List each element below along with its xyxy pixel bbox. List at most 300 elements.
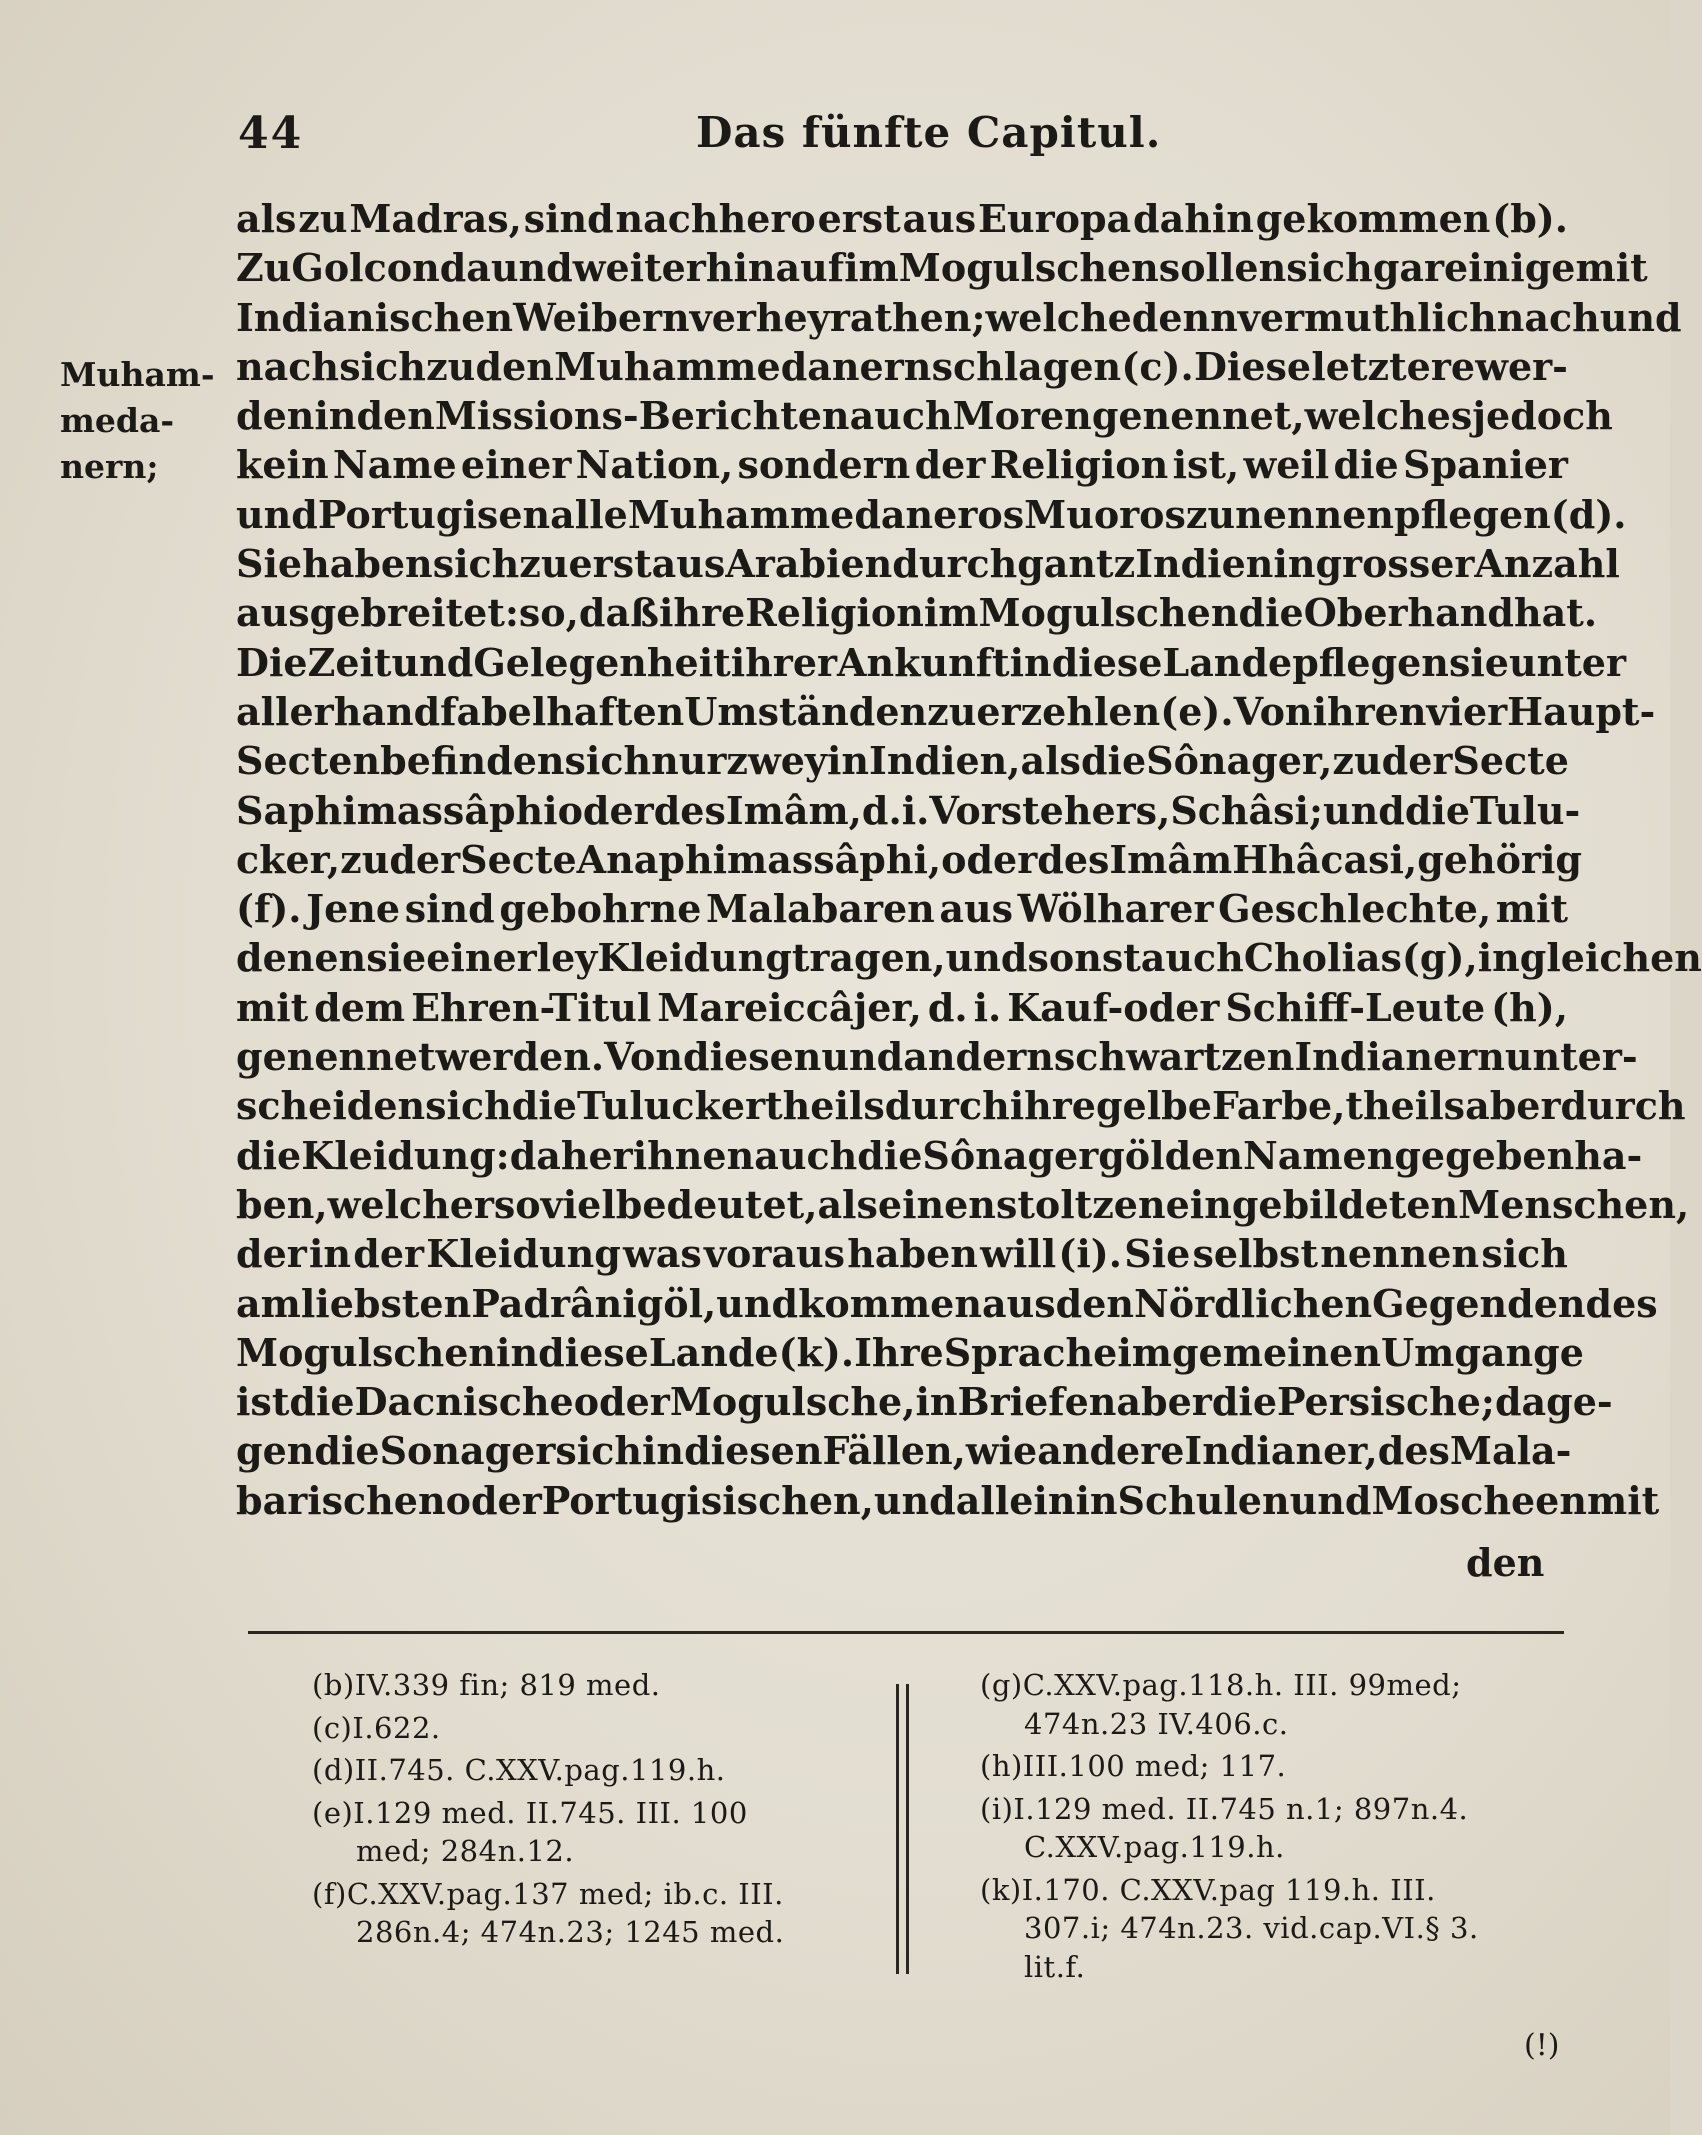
word: dahin <box>1133 196 1254 241</box>
footnote-line: (e)I.129 med. II.745. III. 100 <box>312 1795 748 1830</box>
word: Schiff-Leute <box>1225 984 1486 1030</box>
word: Indien <box>1135 541 1274 587</box>
word: Ihre <box>854 1329 944 1375</box>
word: Spanier <box>1403 442 1568 488</box>
word: ihnen <box>632 1132 755 1178</box>
footnote-line: (c)I.622. <box>312 1710 441 1745</box>
word: zwey <box>726 738 827 784</box>
word: aus <box>651 541 726 587</box>
word: barischen <box>236 1477 446 1523</box>
word: die <box>1333 442 1399 488</box>
word: erst <box>817 196 901 241</box>
word: sind <box>523 196 614 241</box>
word: vier <box>1426 688 1508 734</box>
word: die <box>1211 1379 1277 1425</box>
word: in <box>496 1329 539 1375</box>
word: Sônager, <box>1146 738 1333 784</box>
text-line <box>236 293 1682 342</box>
word: zu <box>1185 491 1236 537</box>
word: Umständen <box>684 688 928 734</box>
word: gelbe <box>1095 1083 1212 1129</box>
marginal-note <box>60 352 215 490</box>
word: des <box>1377 1428 1450 1474</box>
word: oder <box>557 787 654 833</box>
word: Diese <box>1193 343 1312 389</box>
word: Wölharer <box>1017 886 1214 932</box>
word: der <box>389 836 461 882</box>
word: Kleidung: <box>301 1132 510 1178</box>
word: Mogulsche, <box>669 1379 916 1425</box>
word: andern <box>903 1034 1054 1080</box>
word: Arabien <box>725 541 893 587</box>
word: diese <box>538 1329 649 1375</box>
word: andere <box>1037 1428 1185 1474</box>
word: tragen, <box>791 935 946 981</box>
word: die <box>314 1428 380 1474</box>
word: Padrânigöl, <box>471 1280 717 1326</box>
word: was <box>623 1231 702 1277</box>
word: einer <box>460 442 572 488</box>
word: eingebildeten <box>1165 1181 1459 1227</box>
word: alle <box>550 491 628 537</box>
word: gar <box>1372 245 1445 291</box>
word: nach <box>1496 294 1600 340</box>
word: sondern <box>737 442 911 488</box>
word: die <box>289 1379 355 1425</box>
word: grosser <box>1315 541 1475 587</box>
word: nachhero <box>615 196 816 241</box>
word: (g), <box>1401 935 1478 981</box>
bottom-mark: (!) <box>1524 2028 1560 2063</box>
word: der <box>1381 738 1453 784</box>
word: mit <box>1575 245 1648 291</box>
word: und <box>236 491 318 537</box>
footnote <box>980 1666 1570 1743</box>
word: Malabaren <box>706 886 935 932</box>
word: jedoch <box>1472 393 1613 439</box>
word: und <box>873 1477 956 1523</box>
footnote <box>312 1794 894 1871</box>
word: durch <box>884 1083 1010 1129</box>
word: einen <box>877 1181 996 1227</box>
text-line <box>236 342 1568 391</box>
text-line <box>236 194 1568 243</box>
word: Lande <box>1162 639 1293 685</box>
footnote <box>312 1751 894 1790</box>
word: der <box>914 442 986 488</box>
word: Hhâcasi, <box>1232 836 1418 882</box>
word: sich <box>432 541 520 587</box>
word: Kauf-oder <box>1007 984 1220 1030</box>
word: ihrer <box>730 639 838 685</box>
word: Anaphimassâphi, <box>576 836 942 882</box>
word: Mogulschen <box>898 245 1159 291</box>
word: Namen <box>1242 1132 1395 1178</box>
word: (e). <box>1160 688 1234 734</box>
word: theils <box>1345 1083 1466 1129</box>
word: Mareiccâjer, <box>657 984 922 1030</box>
footnote-line: 286n.4; 474n.23; 1245 med. <box>356 1915 785 1949</box>
word: schlagen <box>931 343 1122 389</box>
word: Muoros <box>1024 491 1186 537</box>
word: dem <box>314 984 406 1030</box>
word: oder <box>941 836 1038 882</box>
word: (d). <box>1550 491 1627 537</box>
word: Oberhand <box>1303 590 1515 636</box>
word: den <box>236 393 315 439</box>
word: weil <box>1243 442 1330 488</box>
word: hat. <box>1514 590 1598 636</box>
word: os <box>977 491 1025 537</box>
text-line <box>236 1426 1572 1475</box>
footnote-line: (d)II.745. C.XXV.pag.119.h. <box>312 1753 726 1787</box>
word: welcher <box>327 1181 494 1227</box>
word: der <box>353 1231 425 1277</box>
text-line <box>236 1032 1638 1081</box>
word: nennen <box>1235 491 1395 537</box>
word: gen <box>236 1428 315 1474</box>
running-head <box>238 108 1568 168</box>
marginal-note-line: meda- <box>60 401 175 440</box>
text-line <box>236 243 1648 292</box>
word: ist, <box>1172 442 1240 488</box>
word: in <box>1009 639 1052 685</box>
word: selbst <box>1192 1231 1319 1277</box>
word: allerhand <box>236 688 441 734</box>
chapter-title: Das fünfte Capitul. <box>696 108 1162 157</box>
footnote <box>312 1666 894 1705</box>
word: in <box>826 738 870 784</box>
word: in <box>915 1379 958 1425</box>
word: in <box>314 393 357 439</box>
word: sich <box>339 343 426 389</box>
word: Indianer, <box>1184 1428 1378 1474</box>
footnote-line: med; 284n.12. <box>356 1834 575 1868</box>
word: am <box>236 1280 301 1326</box>
word: Nation, <box>575 442 734 488</box>
word: wer- <box>1475 343 1568 389</box>
word: sind <box>404 886 495 932</box>
column-divider <box>906 1684 909 1974</box>
word: Schâsi; <box>1170 787 1323 833</box>
word: in <box>641 1428 685 1474</box>
word: Portugisischen, <box>541 1477 874 1523</box>
text-line <box>236 1279 1658 1328</box>
word: gekommen <box>1255 196 1491 241</box>
word: aber <box>1465 1083 1561 1129</box>
word: kommen <box>798 1280 982 1326</box>
word: bedeutet, <box>615 1181 818 1227</box>
column-divider <box>896 1684 899 1974</box>
word: den <box>475 343 554 389</box>
footnote <box>312 1875 894 1952</box>
word: (c). <box>1121 343 1194 389</box>
word: welches <box>1304 393 1473 439</box>
word: Secte <box>460 836 577 882</box>
text-line <box>236 539 1620 588</box>
word: i. <box>901 787 930 833</box>
word: Indien, <box>869 738 1021 784</box>
word: nur <box>651 738 727 784</box>
word: einige <box>1444 245 1576 291</box>
word: ihre <box>1009 1083 1096 1129</box>
word: pflegen <box>1394 491 1551 537</box>
word: sie <box>1448 639 1509 685</box>
word: Muhammedanern <box>554 343 932 389</box>
word: vermuthlich <box>1237 294 1497 340</box>
word: Umgange <box>1380 1329 1584 1375</box>
word: Zeit <box>307 639 392 685</box>
word: daß <box>578 590 659 636</box>
word: sich <box>425 1083 512 1129</box>
text-line <box>236 736 1568 785</box>
word: Nördlichen <box>1134 1280 1373 1326</box>
word: die <box>857 1132 923 1178</box>
word: dage- <box>1494 1379 1613 1425</box>
footnote <box>312 1709 894 1748</box>
word: und <box>1289 1477 1372 1523</box>
word: werden. <box>435 1034 605 1080</box>
word: des <box>1585 1280 1658 1326</box>
word: Gegenden <box>1372 1280 1586 1326</box>
text-line <box>236 786 1581 835</box>
word: Sie <box>236 541 303 587</box>
word: Ehren-Titul <box>411 984 652 1030</box>
word: gemeinen <box>1171 1329 1381 1375</box>
text-line <box>236 687 1656 736</box>
word: will <box>980 1231 1057 1277</box>
footnote-line: (i)I.129 med. II.745 n.1; 897n.4. <box>980 1791 1469 1826</box>
word: denen <box>236 935 367 981</box>
word: und <box>391 639 474 685</box>
word: Sonager <box>379 1428 556 1474</box>
word: den <box>1164 1132 1243 1178</box>
text-line <box>236 884 1568 933</box>
word: so, <box>518 590 579 636</box>
word: ha- <box>1574 1132 1643 1178</box>
word: als <box>817 1181 878 1227</box>
word: Moscheen <box>1371 1477 1587 1523</box>
word: Saphimassâphi <box>236 787 558 833</box>
word: einerley <box>426 935 598 981</box>
text-line <box>236 1081 1686 1130</box>
word: sich <box>1286 245 1373 291</box>
word: unter <box>1508 639 1626 685</box>
word: haben <box>302 541 433 587</box>
word: haben <box>847 1231 978 1277</box>
word: und <box>716 1280 799 1326</box>
word: die <box>511 1083 577 1129</box>
word: Sônagergöl <box>922 1132 1165 1178</box>
word: gantz <box>1017 541 1136 587</box>
text-line <box>236 440 1568 489</box>
word: Sprache <box>943 1329 1118 1375</box>
word: ingleichen <box>1477 935 1702 981</box>
word: aus <box>982 1280 1056 1326</box>
word: Anzahl <box>1474 541 1620 587</box>
word: Portugisen <box>317 491 551 537</box>
word: Tulucker <box>576 1083 766 1129</box>
word: und <box>1323 787 1405 833</box>
word: Golconda <box>291 245 491 291</box>
word: Schulen <box>1117 1477 1290 1523</box>
word: mit <box>1495 886 1568 932</box>
word: wie <box>965 1428 1038 1474</box>
word: Briefen <box>957 1379 1117 1425</box>
footnote-line: C.XXV.pag.119.h. <box>1024 1830 1285 1864</box>
word: Persische; <box>1277 1379 1495 1425</box>
footnote-line: (b)IV.339 fin; 819 med. <box>312 1668 661 1702</box>
text-line <box>236 1476 1660 1525</box>
word: fabelhaften <box>440 688 685 734</box>
word: Religion <box>745 590 924 636</box>
word: Vorstehers, <box>929 787 1171 833</box>
word: der <box>236 1231 307 1277</box>
word: ausgebreitet: <box>236 590 519 636</box>
word: zu <box>298 196 348 241</box>
word: des <box>653 787 726 833</box>
word: sich <box>564 738 652 784</box>
word: Secte <box>1452 738 1569 784</box>
word: Kleidung <box>426 1231 621 1277</box>
word: Muhammedaner <box>627 491 978 537</box>
footnotes-left-column <box>312 1666 894 1956</box>
word: voraus <box>703 1231 846 1277</box>
word: Name <box>332 442 457 488</box>
word: Secten <box>236 738 381 784</box>
word: genennet <box>236 1034 436 1080</box>
marginal-note-line: nern; <box>60 447 159 486</box>
word: Von <box>604 1034 684 1080</box>
word: viel <box>540 1181 616 1227</box>
word: durch <box>1560 1083 1686 1129</box>
word: die <box>1080 738 1147 784</box>
word: sich <box>1481 1231 1568 1277</box>
word: Religion <box>989 442 1169 488</box>
text-line <box>236 1328 1584 1377</box>
word: befinden <box>380 738 565 784</box>
word: als <box>1020 738 1081 784</box>
word: Sie <box>1124 1231 1191 1277</box>
word: zuerst <box>519 541 652 587</box>
word: auch <box>1140 935 1244 981</box>
word: durch <box>892 541 1018 587</box>
word: Ankunft <box>837 639 1010 685</box>
footnote-line: lit.f. <box>1024 1949 1086 1984</box>
word: Haupt- <box>1507 688 1656 734</box>
word: den <box>1055 1280 1135 1326</box>
word: pflegen <box>1292 639 1449 685</box>
word: zu <box>426 343 476 389</box>
word: Lande <box>648 1329 779 1375</box>
text-line <box>236 1377 1613 1426</box>
marginal-note-line: Muham- <box>60 355 215 394</box>
footnote-line: (h)III.100 med; 117. <box>980 1749 1287 1783</box>
word: Madras, <box>349 196 522 241</box>
footnote-line: 474n.23 IV.406.c. <box>1024 1706 1289 1741</box>
word: den <box>356 393 435 439</box>
word: oder <box>573 1379 670 1425</box>
footnote <box>980 1747 1570 1786</box>
word: sonst <box>1027 935 1141 981</box>
word: nach <box>236 343 340 389</box>
word: schwartzen <box>1053 1034 1295 1080</box>
word: Geschlechte, <box>1218 886 1492 932</box>
word: Dacnische <box>354 1379 574 1425</box>
word: Cholias <box>1243 935 1402 981</box>
word: stoltzen <box>995 1181 1166 1227</box>
text-line <box>236 835 1582 884</box>
body-text <box>236 194 1702 1525</box>
word: Tulu- <box>1470 787 1581 833</box>
word: oder <box>445 1477 542 1523</box>
footnote-line: (k)I.170. C.XXV.pag 119.h. III. <box>980 1872 1436 1907</box>
word: zu <box>1332 738 1382 784</box>
word: im <box>923 590 979 636</box>
word: ben, <box>236 1181 328 1227</box>
text-line <box>236 1180 1690 1229</box>
word: im <box>1117 1329 1172 1375</box>
page-number: 44 <box>238 108 304 159</box>
word: auch <box>754 1132 858 1178</box>
word: Von <box>1233 688 1313 734</box>
word: daher <box>509 1132 633 1178</box>
word: hinauf <box>705 245 845 291</box>
word: ist <box>236 1379 290 1425</box>
word: sollen <box>1158 245 1287 291</box>
word: zu <box>927 688 977 734</box>
word: ihren <box>1312 688 1427 734</box>
word: Menschen, <box>1458 1181 1690 1227</box>
text-line <box>236 588 1598 637</box>
word: liebsten <box>300 1280 472 1326</box>
footnote <box>980 1790 1570 1867</box>
word: Moren <box>952 393 1092 439</box>
word: Indianischen <box>236 294 514 340</box>
word: (h), <box>1491 984 1568 1030</box>
text-line <box>236 1229 1568 1278</box>
word: sie <box>366 935 427 981</box>
word: Mogulschen <box>978 590 1239 636</box>
word: ihre <box>658 590 746 636</box>
word: die <box>236 1132 302 1178</box>
word: gehörig <box>1417 836 1582 882</box>
word: aus <box>902 196 977 241</box>
word: (f). <box>236 886 302 932</box>
word: Indianern <box>1294 1034 1505 1080</box>
word: aber <box>1116 1379 1212 1425</box>
word: cker, <box>236 836 341 882</box>
word: welche <box>985 294 1132 340</box>
word: auch <box>849 393 953 439</box>
word: verheyrathen; <box>689 294 986 340</box>
word: (b). <box>1492 196 1568 241</box>
word: Jene <box>306 886 401 932</box>
text-line <box>236 1131 1643 1180</box>
word: in <box>1075 1477 1118 1523</box>
word: Die <box>236 639 308 685</box>
word: die <box>1238 590 1304 636</box>
footnote-line: 307.i; 474n.23. vid.cap.VI.§ 3. <box>1024 1911 1479 1945</box>
word: Weibern <box>513 294 690 340</box>
word: als <box>236 196 297 241</box>
word: Europa <box>978 196 1132 241</box>
word: und <box>945 935 1028 981</box>
word: diesen <box>683 1034 822 1080</box>
word: d. <box>861 787 902 833</box>
word: diese <box>1051 639 1163 685</box>
text-line <box>236 638 1626 687</box>
